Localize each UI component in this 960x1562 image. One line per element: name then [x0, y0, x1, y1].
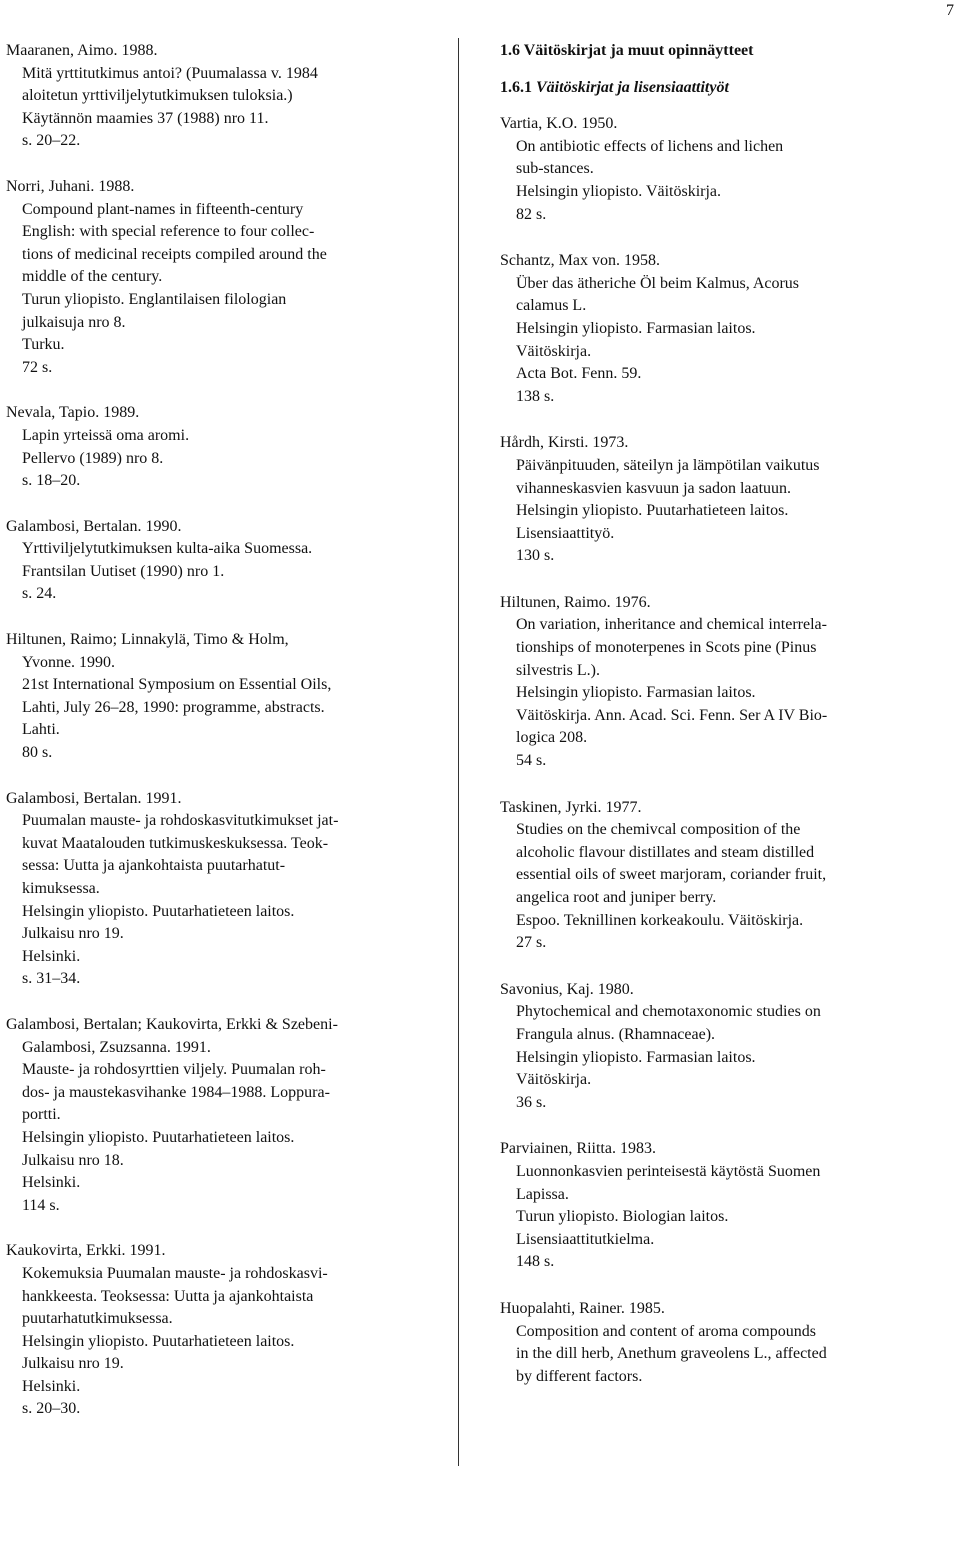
subsection-title: Väitöskirjat ja lisensiaattityöt	[536, 78, 729, 96]
entry-line: Compound plant-names in fifteenth-century	[22, 200, 304, 218]
entry-line: tions of medicinal receipts compiled around the	[22, 245, 327, 263]
entry-line: Helsinki.	[22, 1174, 81, 1192]
entry-line: vihanneskasvien kasvuun ja sadon laatuun.	[516, 479, 792, 497]
entry-line: Lapissa.	[516, 1185, 569, 1203]
entry-details	[500, 1001, 940, 1114]
entry-line: Helsingin yliopisto. Puutarhatieteen laitos.	[22, 1332, 295, 1350]
entry-line: Turun yliopisto. Biologian laitos.	[516, 1208, 729, 1226]
entry-line: sessa: Uutta ja ajankohtaista puutarhatut-	[22, 857, 286, 875]
entry-author: Nevala, Tapio. 1989.	[6, 404, 140, 422]
entry-details	[500, 136, 940, 226]
entry-line: Helsinki.	[22, 1377, 81, 1395]
entry-line: Helsingin yliopisto. Puutarhatieteen laitos.	[22, 1128, 295, 1146]
entry-line: Väitöskirja.	[516, 342, 592, 360]
entry-author: Schantz, Max von. 1958.	[500, 252, 660, 270]
entry-line: 82 s.	[516, 205, 547, 223]
entry-line: essential oils of sweet marjoram, coriander fruit,	[516, 866, 827, 884]
entry-line: Über das ätheriche Öl beim Kalmus, Acorus	[516, 274, 800, 292]
entry-details	[500, 1321, 940, 1389]
entry-author: Huopalahti, Rainer. 1985.	[500, 1299, 665, 1317]
entry-line: s. 24.	[22, 585, 57, 603]
entry-line: middle of the century.	[22, 268, 163, 286]
entry-line: s. 31–34.	[22, 970, 81, 988]
entry-line: Helsingin yliopisto. Farmasian laitos.	[516, 319, 756, 337]
entry-details	[6, 538, 446, 606]
bibliography-entry	[6, 402, 446, 492]
entry-line: logica 208.	[516, 729, 588, 747]
entry-details	[500, 273, 940, 409]
right-column	[500, 40, 940, 1412]
entry-author: Kaukovirta, Erkki. 1991.	[6, 1242, 166, 1260]
entry-author: Galambosi, Bertalan. 1990.	[6, 517, 182, 535]
entry-line: Pellervo (1989) nro 8.	[22, 449, 164, 467]
entry-line: s. 18–20.	[22, 472, 81, 490]
entry-line: Turku.	[22, 336, 65, 354]
entry-line: Julkaisu nro 19.	[22, 1355, 124, 1373]
entry-details	[6, 425, 446, 493]
bibliography-entry	[6, 1014, 446, 1217]
entry-line: Puumalan mauste- ja rohdoskasvitutkimukset jat-	[22, 812, 339, 830]
entry-line: 114 s.	[22, 1196, 60, 1214]
bibliography-entry	[6, 516, 446, 606]
entry-line: puutarhatutkimuksessa.	[22, 1310, 173, 1328]
bibliography-entry	[500, 979, 940, 1115]
entry-line: Mitä yrttitutkimus antoi? (Puumalassa v. 1984	[22, 64, 318, 82]
entry-line: silvestris L.).	[516, 661, 600, 679]
bibliography-entry	[500, 1298, 940, 1388]
entry-line: 148 s.	[516, 1253, 555, 1271]
bibliography-entry	[6, 629, 446, 765]
entry-line: Julkaisu nro 19.	[22, 925, 124, 943]
entry-details	[500, 1161, 940, 1274]
entry-line: Lisensiaattityö.	[516, 524, 615, 542]
subsection-number: 1.6.1	[500, 78, 532, 96]
entry-line: English: with special reference to four collec-	[22, 223, 315, 241]
entry-line: On antibiotic effects of lichens and lichen	[516, 137, 784, 155]
entry-line: On variation, inheritance and chemical interrela-	[516, 616, 827, 634]
entry-details	[500, 819, 940, 955]
entry-line: Frangula alnus. (Rhamnaceae).	[516, 1025, 716, 1043]
entry-line: Studies on the chemivcal composition of the	[516, 821, 801, 839]
entry-line: alcoholic flavour distillates and steam distilled	[516, 843, 815, 861]
subsection-heading	[500, 77, 940, 100]
bibliography-entry	[6, 788, 446, 991]
entry-author: Vartia, K.O. 1950.	[500, 115, 618, 133]
entry-details	[6, 199, 446, 380]
entry-line: Lisensiaattitutkielma.	[516, 1230, 655, 1248]
entry-line: hankkeesta. Teoksessa: Uutta ja ajankohtaista	[22, 1287, 314, 1305]
entry-line: Luonnonkasvien perinteisestä käytöstä Suomen	[516, 1162, 821, 1180]
entry-line: 54 s.	[516, 752, 547, 770]
entry-details	[6, 674, 446, 764]
entry-author: Savonius, Kaj. 1980.	[500, 980, 634, 998]
bibliography-entry	[500, 797, 940, 955]
entry-line: 72 s.	[22, 358, 53, 376]
bibliography-entry	[500, 113, 940, 226]
entry-line: s. 20–30.	[22, 1400, 81, 1418]
entry-line: Kokemuksia Puumalan mauste- ja rohdoskasvi-	[22, 1264, 328, 1282]
entry-line: angelica root and juniper berry.	[516, 889, 717, 906]
entry-author: Hiltunen, Raimo; Linnakylä, Timo & Holm,	[6, 631, 289, 649]
entry-line: Helsinki.	[22, 947, 81, 965]
entry-details	[6, 1059, 446, 1217]
bibliography-entry	[500, 250, 940, 408]
entry-details	[6, 1263, 446, 1421]
entry-line: Väitöskirja. Ann. Acad. Sci. Fenn. Ser A IV Bio-	[516, 706, 828, 724]
entry-author-continued: Galambosi, Zsuzsanna. 1991.	[22, 1038, 211, 1056]
entry-details	[6, 63, 446, 153]
entry-line: dos- ja maustekasvihanke 1984–1988. Loppura-	[22, 1083, 330, 1101]
entry-author: Galambosi, Bertalan. 1991.	[6, 789, 182, 807]
entry-line: Composition and content of aroma compounds	[516, 1322, 816, 1340]
entry-line: Mauste- ja rohdosyrttien viljely. Puumalan roh-	[22, 1061, 326, 1079]
entry-line: kimuksessa.	[22, 880, 100, 897]
entry-line: tionships of monoterpenes in Scots pine (Pinus	[516, 639, 817, 657]
entry-author: Norri, Juhani. 1988.	[6, 177, 135, 195]
entry-author: Parviainen, Riitta. 1983.	[500, 1140, 656, 1158]
entry-line: 27 s.	[516, 934, 547, 952]
entry-line: Helsingin yliopisto. Puutarhatieteen laitos.	[516, 502, 789, 520]
bibliography-entry	[500, 1138, 940, 1274]
column-divider	[458, 38, 459, 1466]
entry-details	[500, 455, 940, 568]
entry-line: Helsingin yliopisto. Väitöskirja.	[516, 182, 722, 200]
entry-line: Phytochemical and chemotaxonomic studies on	[516, 1003, 821, 1021]
entry-line: Turun yliopisto. Englantilaisen filologian	[22, 290, 287, 308]
right-entries	[500, 113, 940, 1388]
entry-line: Frantsilan Uutiset (1990) nro 1.	[22, 562, 225, 580]
left-column	[6, 40, 446, 1444]
bibliography-entry	[6, 176, 446, 379]
entry-line: Helsingin yliopisto. Puutarhatieteen laitos.	[22, 902, 295, 920]
entry-line: Lapin yrteissä oma aromi.	[22, 426, 190, 444]
entry-details	[500, 614, 940, 772]
entry-line: 130 s.	[516, 547, 555, 565]
entry-line: by different factors.	[516, 1367, 643, 1385]
entry-line: Helsingin yliopisto. Farmasian laitos.	[516, 1048, 756, 1066]
entry-line: Acta Bot. Fenn. 59.	[516, 365, 642, 383]
entry-author: Hiltunen, Raimo. 1976.	[500, 593, 651, 611]
entry-author: Galambosi, Bertalan; Kaukovirta, Erkki & Szebeni-	[6, 1015, 338, 1033]
entry-line: in the dill herb, Anethum graveolens L., affected	[516, 1345, 827, 1363]
entry-line: 36 s.	[516, 1093, 547, 1111]
bibliography-entry	[500, 592, 940, 773]
bibliography-entry	[500, 432, 940, 568]
entry-line: Julkaisu nro 18.	[22, 1151, 124, 1169]
entry-line: Lahti.	[22, 721, 60, 739]
entry-line: julkaisuja nro 8.	[22, 313, 126, 331]
bibliography-entry	[6, 40, 446, 153]
entry-line: 138 s.	[516, 387, 555, 405]
entry-line: Väitöskirja.	[516, 1071, 592, 1089]
entry-line: aloitetun yrttiviljelytutkimuksen tuloksia.)	[22, 87, 293, 105]
entry-author: Maaranen, Aimo. 1988.	[6, 42, 158, 59]
entry-line: Espoo. Teknillinen korkeakoulu. Väitöskirja.	[516, 911, 804, 929]
entry-line: Helsingin yliopisto. Farmasian laitos.	[516, 684, 756, 702]
entry-line: Yrttiviljelytutkimuksen kulta-aika Suomessa.	[22, 540, 313, 558]
entry-line: portti.	[22, 1106, 61, 1124]
bibliography-entry	[6, 1240, 446, 1421]
entry-author-continued: Yvonne. 1990.	[22, 653, 116, 671]
entry-line: 21st International Symposium on Essential Oils,	[22, 676, 332, 694]
entry-line: sub-stances.	[516, 160, 594, 178]
section-heading: 1.6 Väitöskirjat ja muut opinnäytteet	[500, 42, 754, 59]
entry-line: calamus L.	[516, 297, 587, 315]
page-number: 7	[946, 2, 954, 19]
entry-line: Käytännön maamies 37 (1988) nro 11.	[22, 109, 269, 127]
entry-author: Hårdh, Kirsti. 1973.	[500, 434, 629, 452]
entry-details	[6, 810, 446, 991]
entry-line: kuvat Maatalouden tutkimuskeskuksessa. Teok-	[22, 834, 329, 852]
entry-line: Päivänpituuden, säteilyn ja lämpötilan vaikutus	[516, 456, 820, 474]
entry-line: Lahti, July 26–28, 1990: programme, abstracts.	[22, 698, 325, 716]
entry-line: 80 s.	[22, 744, 53, 762]
entry-line: s. 20–22.	[22, 132, 81, 150]
entry-author: Taskinen, Jyrki. 1977.	[500, 798, 642, 816]
